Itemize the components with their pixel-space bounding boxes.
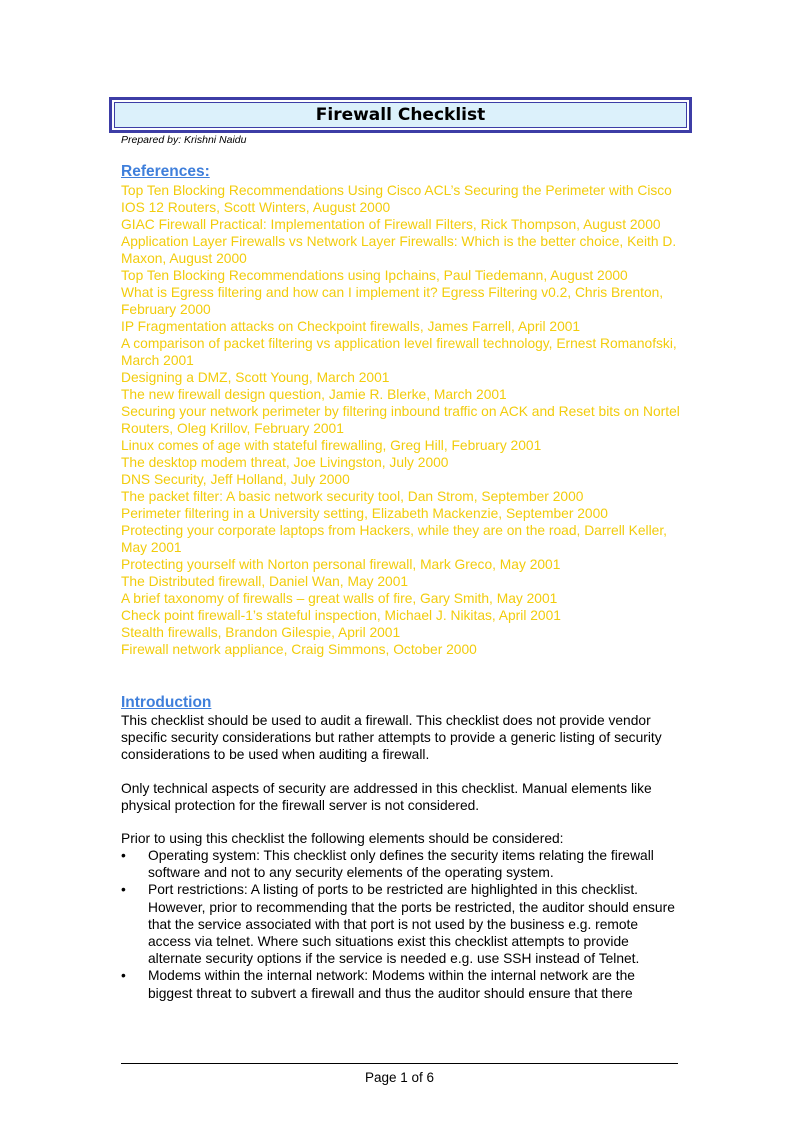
reference-item: Top Ten Blocking Recommendations Using Cisco ACL’s Securing the Perimeter with Cisco IOS 12 Routers, Scott Winters, August 2000 [121,183,672,215]
intro-paragraph: Prior to using this checklist the following elements should be considered: [121,831,564,846]
introduction-heading: Introduction [121,694,212,711]
references-heading: References: [121,163,210,180]
reference-item: Protecting your corporate laptops from Hackers, while they are on the road, Darrell Keller, May 2001 [121,523,668,555]
bullet-icon: • [121,882,126,898]
consideration-item [121,847,681,881]
reference-item: Perimeter filtering in a University setting, Elizabeth Mackenzie, September 2000 [121,506,608,521]
reference-item: Firewall network appliance, Craig Simmons, October 2000 [121,642,477,657]
consideration-item [121,881,681,967]
prepared-by: Prepared by: Krishni Naidu [121,134,247,146]
reference-item: Designing a DMZ, Scott Young, March 2001 [121,370,390,385]
reference-item: Linux comes of age with stateful firewalling, Greg Hill, February 2001 [121,438,542,453]
reference-item: Check point firewall-1’s stateful inspection, Michael J. Nikitas, April 2001 [121,608,561,623]
reference-item: A brief taxonomy of firewalls – great walls of fire, Gary Smith, May 2001 [121,591,558,606]
intro-paragraph: This checklist should be used to audit a firewall. This checklist does not provide vendor specific security considerations but rather attempts to provide a generic listing of security considerations to be used when auditing a firewall. [121,713,662,763]
reference-item: The Distributed firewall, Daniel Wan, May 2001 [121,574,409,589]
reference-item: The new firewall design question, Jamie R. Blerke, March 2001 [121,387,507,402]
reference-item: IP Fragmentation attacks on Checkpoint firewalls, James Farrell, April 2001 [121,319,581,334]
reference-item: GIAC Firewall Practical: Implementation of Firewall Filters, Rick Thompson, August 2000 [121,217,661,232]
footer [121,1064,678,1085]
reference-item: The packet filter: A basic network security tool, Dan Strom, September 2000 [121,489,584,504]
reference-item: Protecting yourself with Norton personal firewall, Mark Greco, May 2001 [121,557,561,572]
intro-paragraph: Only technical aspects of security are addressed in this checklist. Manual elements like physical protection for the firewall server is not considered. [121,781,652,814]
page-number: Page 1 of 6 [364,1070,435,1085]
reference-item: Top Ten Blocking Recommendations using Ipchains, Paul Tiedemann, August 2000 [121,268,628,283]
reference-item: What is Egress filtering and how can I implement it? Egress Filtering v0.2, Chris Brenton, February 2000 [121,285,664,317]
considerations-list [121,847,681,1002]
reference-item: DNS Security, Jeff Holland, July 2000 [121,472,350,487]
reference-item: Application Layer Firewalls vs Network Layer Firewalls: Which is the better choice, Keith D. Maxon, August 2000 [121,234,677,266]
title-box [109,97,692,133]
consideration-item [121,967,681,1001]
bullet-icon: • [121,848,126,863]
consideration-text: Port restrictions: A listing of ports to be restricted are highlighted in this checklist. However, prior to recommending that the ports be restricted, the auditor should ensure that the service associated with that port is not used by the business e.g. remote access via telnet. Where such situations exist this checklist attempts to provide alternate security options if the service is needed e.g. use SSH instead of Telnet. [148,882,675,967]
reference-item: Securing your network perimeter by filtering inbound traffic on ACK and Reset bits on Nortel Routers, Oleg Krillov, February 2001 [121,404,680,436]
bullet-icon: • [121,968,126,984]
reference-item: Stealth firewalls, Brandon Gilespie, April 2001 [121,625,401,640]
document-title: Firewall Checklist [315,105,486,125]
consideration-text: Operating system: This checklist only defines the security items relating the firewall software and not to any security elements of the operating system. [148,848,654,881]
reference-item: The desktop modem threat, Joe Livingston, July 2000 [121,455,449,470]
consideration-text: Modems within the internal network: Modems within the internal network are the biggest threat to subvert a firewall and thus the auditor should ensure that there [148,968,635,1001]
title-box-inner [114,102,687,128]
reference-item: A comparison of packet filtering vs application level firewall technology, Ernest Romanofski, March 2001 [121,336,677,368]
references-list [121,182,681,658]
